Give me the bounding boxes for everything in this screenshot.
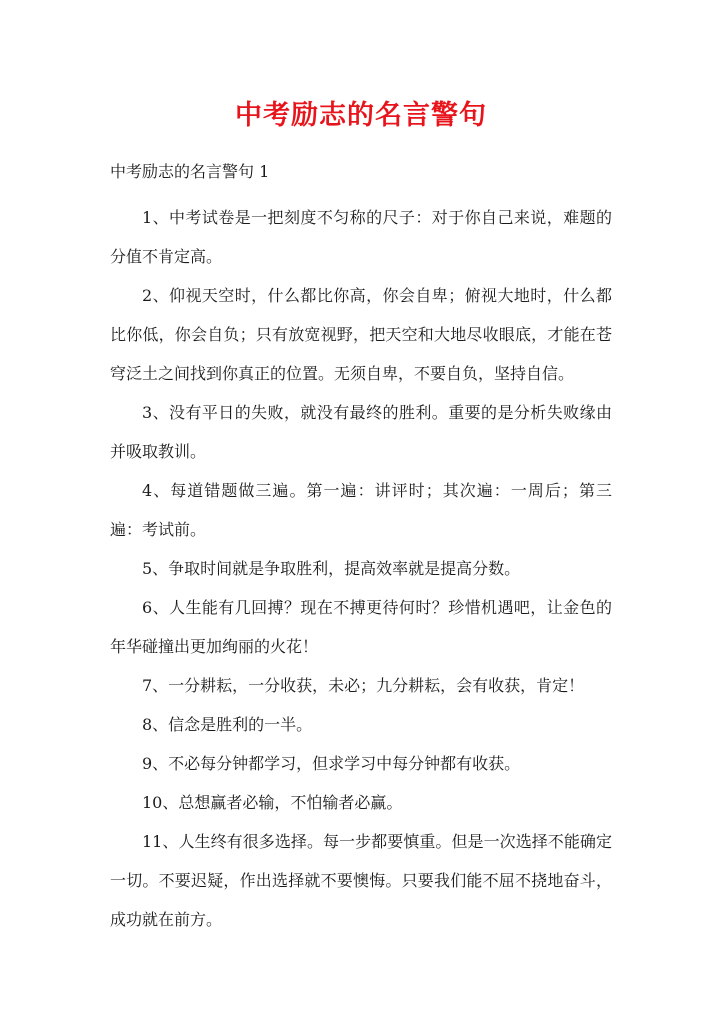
quote-item: 9、不必每分钟都学习，但求学习中每分钟都有收获。 [142, 754, 521, 773]
quote-item: 3、没有平日的失败，就没有最终的胜利。重要的是分析失败缘由并吸取教训。 [110, 403, 612, 461]
quote-item: 10、总想赢者必输，不怕输者必赢。 [142, 793, 403, 812]
document-title: 中考励志的名言警句 [235, 100, 487, 131]
quote-item: 8、信念是胜利的一半。 [142, 715, 313, 734]
quote-item: 1、中考试卷是一把刻度不匀称的尺子：对于你自己来说，难题的分值不肯定高。 [110, 208, 612, 266]
quote-item: 7、一分耕耘，一分收获，未必；九分耕耘，会有收获，肯定！ [142, 676, 585, 695]
quote-item: 6、人生能有几回搏？现在不搏更待何时？珍惜机遇吧，让金色的年华碰撞出更加绚丽的火花！ [110, 598, 612, 656]
quote-list [110, 198, 612, 939]
quote-item: 11、人生终有很多选择。每一步都要慎重。但是一次选择不能确定一切。不要迟疑，作出选择就不要懊悔。只要我们能不屈不挠地奋斗，成功就在前方。 [110, 832, 612, 929]
quote-item: 4、每道错题做三遍。第一遍：讲评时；其次遍：一周后；第三遍：考试前。 [110, 481, 612, 539]
quote-item: 5、争取时间就是争取胜利，提高效率就是提高分数。 [142, 559, 521, 578]
document-subtitle: 中考励志的名言警句 1 [110, 162, 270, 181]
quote-item: 2、仰视天空时，什么都比你高，你会自卑；俯视大地时，什么都比你低，你会自负；只有放宽视野，把天空和大地尽收眼底，才能在苍穹泛土之间找到你真正的位置。无须自卑，不要自负，坚持自信。 [110, 286, 612, 383]
